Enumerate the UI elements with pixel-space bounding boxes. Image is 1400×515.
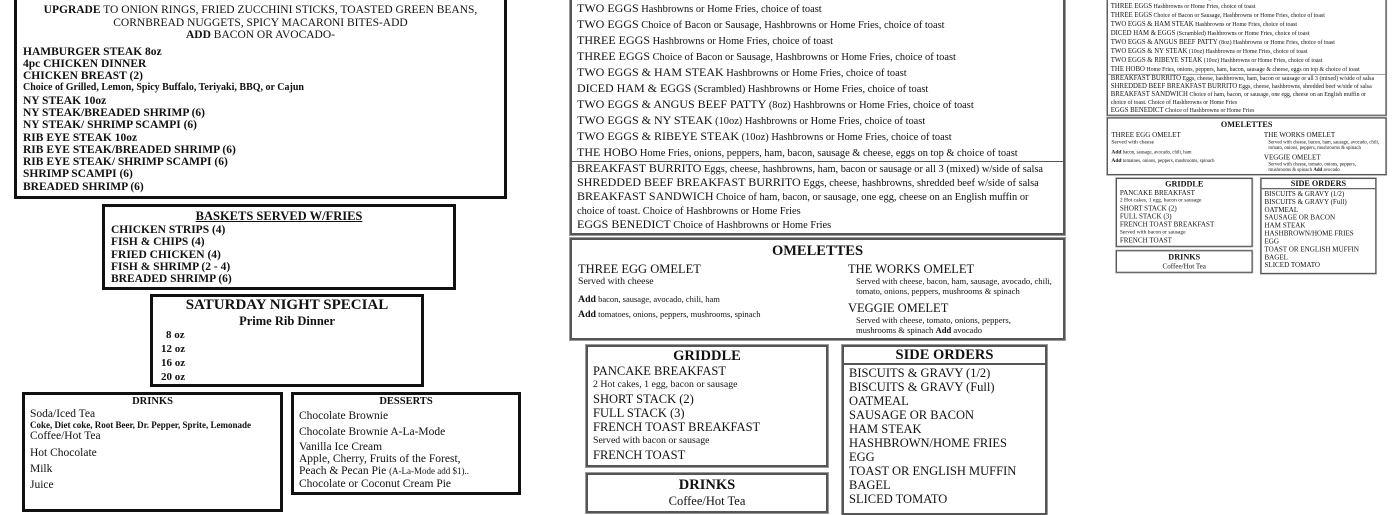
three-egg-add2: [578, 307, 828, 322]
menu-row: [1111, 106, 1383, 114]
side-item: SLICED TOMATO: [1264, 260, 1320, 269]
drinks-title: DRINKS: [1168, 252, 1201, 262]
menu-row: [577, 65, 1058, 81]
add-text: avocado: [1322, 166, 1340, 173]
drinks-title: DRINKS: [132, 396, 173, 407]
desserts-section: [291, 392, 521, 495]
omelettes-title: OMELETTES: [771, 243, 864, 259]
side-orders-section: [842, 345, 1047, 515]
breakfast-menu-page: [565, 0, 1070, 508]
drinks-title: DRINKS: [678, 477, 736, 493]
dinner-item: CHICKEN BREAST (2): [23, 70, 143, 83]
menu-row: [577, 17, 1058, 33]
dinner-item: NY STEAK/BREADED SHRIMP (6): [23, 106, 205, 119]
drink-item: Milk: [30, 462, 53, 475]
item-name: EGGS BENEDICT: [1110, 105, 1164, 114]
item-desc: Choice of Hashbrowns or Home Fries: [670, 220, 832, 231]
upgrade-line3: BACON OR AVOCADO-: [210, 29, 335, 41]
add-label: Add: [578, 294, 596, 305]
drinks-section-mid: [1116, 250, 1253, 273]
add-bold: ADD: [186, 29, 211, 41]
add-label: Add: [1313, 166, 1323, 173]
item-desc: Eggs, cheese, hashbrowns, ham, bacon or sausage or all 3 (mixed) w/side of salsa: [701, 164, 1044, 175]
item-name: DICED HAM & EGGS: [577, 81, 692, 95]
add-text: avocado: [951, 325, 983, 335]
side-item: BISCUITS & GRAVY (Full): [1264, 197, 1347, 206]
side-orders-title: SIDE ORDERS: [1262, 179, 1376, 189]
item-name: TWO EGGS: [577, 1, 639, 15]
item-name: SHREDDED BEEF BREAKFAST BURRITO: [577, 175, 801, 189]
prime-rib-size: 12 oz: [161, 343, 186, 355]
item-name: BREAKFAST SANDWICH: [577, 189, 714, 203]
three-egg-add2: [1111, 156, 1252, 164]
item-desc: Hashbrowns or Home Fries, choice of toast: [650, 36, 833, 47]
side-item: HAM STEAK: [1264, 221, 1306, 230]
menu-row: [1111, 65, 1383, 74]
veggie-desc-text: Served with cheese, tomato, onions, peppers, mushrooms & spinach: [856, 315, 1011, 335]
three-egg-omelet: THREE EGG OMELET: [578, 262, 701, 276]
basket-item: BREADED SHRIMP (6): [111, 273, 232, 286]
side-item: BAGEL: [849, 478, 891, 492]
menu-row: [1111, 90, 1383, 106]
item-desc: Choice of Bacon or Sausage, Hashbrowns or Home Fries, choice of toast: [638, 20, 945, 31]
works-omelet: THE WORKS OMELET: [848, 262, 975, 276]
three-egg-omelet: THREE EGG OMELET: [1111, 131, 1181, 139]
basket-item: FISH & SHRIMP (2 - 4): [111, 260, 231, 273]
upgrade-line2: CORNBREAD NUGGETS, SPICY MACARONI BITES-ADD: [113, 16, 408, 29]
three-egg-desc: Served with cheese: [578, 276, 654, 287]
dessert-item: [299, 465, 513, 477]
omelettes-title: OMELETTES: [1220, 120, 1273, 130]
side-item: EGG: [1264, 237, 1279, 246]
item-desc: (Scrambled) Hashbrowns or Home Fries, choice of toast: [691, 84, 929, 95]
item-desc: (10oz) Hashbrowns or Home Fries, choice of toast: [739, 132, 952, 143]
special-subtitle: Prime Rib Dinner: [239, 314, 335, 328]
item-name: EGGS BENEDICT: [577, 217, 671, 231]
item-desc: Choice of Bacon or Sausage, Hashbrowns or Home Fries, choice of toast: [650, 52, 956, 63]
drinks-section-mid: [586, 473, 828, 513]
griddle-item: FRENCH TOAST BREAKFAST: [593, 420, 761, 434]
item-desc: (10oz) Hashbrowns or Home Fries, choice of toast: [712, 116, 926, 127]
griddle-item: 2 Hot cakes, 1 egg, bacon or sausage: [593, 379, 738, 390]
item-name: TWO EGGS & RIBEYE STEAK: [577, 129, 739, 143]
item-desc: Choice of ham, bacon, or sausage, one egg, cheese on an English muffin or choice of toast. Choice of Hashbrowns or Home Fries: [577, 192, 1029, 217]
dessert-item: Chocolate Brownie A-La-Mode: [299, 425, 446, 438]
side-item: SLICED TOMATO: [849, 492, 948, 506]
side-orders-section: [1261, 178, 1377, 274]
side-item: OATMEAL: [1264, 205, 1299, 214]
item-name: BREAKFAST SANDWICH: [1110, 89, 1188, 98]
menu-row: [1111, 11, 1383, 20]
veggie-omelet: VEGGIE OMELET: [1263, 153, 1321, 161]
item-name: TWO EGGS & ANGUS BEEF PATTY: [1110, 37, 1218, 46]
dinner-item: NY STEAK 10oz: [23, 94, 107, 107]
baskets-title: BASKETS SERVED W/FRIES: [195, 209, 363, 223]
menu-row: [577, 33, 1058, 49]
griddle-item: PANCAKE BREAKFAST: [593, 364, 727, 378]
menu-row: [577, 113, 1058, 129]
item-name: SHREDDED BEEF BREAKFAST BURRITO: [1110, 81, 1238, 90]
menu-row: [577, 190, 1058, 218]
basket-item: CHICKEN STRIPS (4): [111, 224, 226, 236]
item-name: THE HOBO: [1110, 64, 1145, 73]
drink-item: Coffee/Hot Tea: [1162, 262, 1206, 271]
drink-item: Coke, Diet coke, Root Beer, Dr. Pepper, Sprite, Lemonade: [30, 420, 251, 431]
griddle-section: [1116, 178, 1253, 247]
menu-row: [1111, 20, 1383, 29]
item-desc: Home Fries, onions, peppers, ham, bacon, sausage & cheese, eggs on top & choice of toast: [1144, 66, 1360, 73]
item-name: TWO EGGS & HAM STEAK: [577, 65, 724, 79]
desserts-title: DESSERTS: [379, 396, 433, 407]
dinners-section: [14, 0, 507, 199]
item-desc: (Scrambled) Hashbrowns or Home Fries, choice of toast: [1175, 30, 1310, 37]
three-egg-add1: [1111, 148, 1252, 156]
item-desc: (10oz) Hashbrowns or Home Fries, choice of toast: [1202, 57, 1323, 64]
drink-item: Coffee/Hot Tea: [30, 430, 101, 443]
special-title: SATURDAY NIGHT SPECIAL: [185, 297, 389, 313]
item-desc: Choice of Bacon or Sausage, Hashbrowns or Home Fries, choice of toast: [1152, 12, 1325, 19]
dessert-text: Peach & Pecan Pie: [299, 465, 387, 478]
side-item: BAGEL: [1264, 253, 1289, 261]
menu-row: [1111, 2, 1383, 11]
dinner-item: RIB EYE STEAK/ SHRIMP SCAMPI (6): [23, 156, 228, 169]
griddle-item: Served with bacon or sausage: [593, 435, 710, 446]
menu-row: [577, 162, 1058, 176]
item-name: TWO EGGS & HAM STEAK: [1110, 19, 1194, 28]
menu-row: [577, 129, 1058, 145]
eggs-section: [570, 0, 1065, 235]
drink-item: Hot Chocolate: [30, 446, 97, 459]
dinner-item: SHRIMP SCAMPI (6): [23, 168, 133, 181]
add-text: tomatoes, onions, peppers, mushrooms, spinach: [595, 309, 761, 319]
side-item: HASHBROWN/HOME FRIES: [849, 436, 1008, 450]
menu-row: [1111, 47, 1383, 56]
menu-row: [577, 97, 1058, 113]
item-name: THREE EGGS: [577, 33, 650, 47]
item-desc: Eggs, cheese, hashbrowns, shredded beef w/side of salsa: [1237, 83, 1372, 90]
item-name: THREE EGGS: [577, 49, 650, 63]
drink-item: Soda/Iced Tea: [30, 408, 96, 421]
side-item: SAUSAGE OR BACON: [849, 408, 975, 422]
three-egg-desc: Served with cheese: [1111, 138, 1155, 146]
dinner-item: RIB EYE STEAK/BREADED SHRIMP (6): [23, 143, 236, 156]
dessert-item: Chocolate or Coconut Cream Pie: [299, 477, 452, 490]
menu-row: [577, 176, 1058, 190]
item-name: THE HOBO: [577, 145, 638, 159]
item-name: [1111, 0, 1146, 1]
griddle-item: PANCAKE BREAKFAST: [1119, 188, 1195, 197]
saturday-special-section: [150, 294, 424, 387]
item-name: TWO EGGS: [577, 17, 639, 31]
item-desc: (10oz) Hashbrowns or Home Fries, choice of toast: [1187, 48, 1308, 55]
veggie-desc: [1264, 161, 1385, 172]
drinks-section-left: [22, 392, 283, 512]
item-desc: Hashbrowns or Home Fries, choice of toast: [638, 4, 822, 15]
breakfast-menu-page: [1104, 0, 1389, 271]
griddle-title: GRIDDLE: [1165, 179, 1204, 189]
works-desc: Served with cheese, bacon, ham, sausage, avocado, chili, tomato, onions, peppers, mushrooms & spinach: [856, 276, 1052, 296]
item-desc: Home Fries, onions, peppers, ham, bacon, sausage & cheese, eggs on top & choice of toast: [637, 148, 1018, 159]
side-item: BISCUITS & GRAVY (1/2): [1264, 189, 1345, 198]
breakfast-menu-thumbnail: [1104, 0, 1394, 271]
griddle-item: SHORT STACK (2): [1119, 204, 1177, 213]
griddle-title: GRIDDLE: [673, 348, 741, 364]
side-item: HAM STEAK: [849, 422, 922, 436]
griddle-section: [586, 345, 828, 467]
item-name: TWO EGGS & ANGUS BEEF PATTY: [577, 97, 767, 111]
item-desc: (8oz) Hashbrowns or Home Fries, choice of toast: [766, 100, 974, 111]
item-name: THREE EGGS: [1110, 10, 1153, 19]
item-desc: Hashbrowns or Home Fries, choice of toast: [1152, 3, 1256, 10]
side-item: TOAST OR ENGLISH MUFFIN: [1264, 245, 1359, 254]
dinner-item: BREADED SHRIMP (6): [23, 180, 144, 193]
side-item: HASHBROWN/HOME FRIES: [1264, 229, 1354, 238]
menu-row: [577, 145, 1058, 161]
dinner-item: NY STEAK/ SHRIMP SCAMPI (6): [23, 119, 197, 132]
basket-item: FRIED CHICKEN (4): [111, 248, 221, 261]
upgrade-bold: UPGRADE: [43, 4, 101, 16]
basket-item: FISH & CHIPS (4): [111, 236, 205, 249]
drink-item: Juice: [30, 479, 54, 492]
item-desc: Hashbrowns or Home Fries, choice of toast: [1193, 21, 1298, 28]
side-item: TOAST OR ENGLISH MUFFIN: [849, 464, 1017, 478]
menu-row: [577, 218, 1058, 232]
omelettes-section: [570, 238, 1065, 340]
eggs-section: [1107, 0, 1387, 116]
item-name: TWO EGGS & NY STEAK: [577, 113, 713, 127]
item-name: BREAKFAST BURRITO: [577, 161, 702, 175]
add-text: bacon, sausage, avocado, chili, ham: [595, 294, 720, 304]
item-desc: Choice of Hashbrowns or Home Fries: [1163, 107, 1255, 114]
side-item: BISCUITS & GRAVY (Full): [849, 380, 995, 394]
menu-row: [577, 1, 1058, 17]
veggie-desc-text: Served with cheese, tomato, onions, peppers, mushrooms & spinach: [1268, 160, 1356, 173]
item-desc: [1146, 0, 1319, 1]
add-text: tomatoes, onions, peppers, mushrooms, spinach: [1121, 157, 1215, 164]
dessert-item: Vanilla Ice Cream: [299, 440, 383, 453]
side-item: SAUSAGE OR BACON: [1264, 213, 1336, 222]
dinner-item: HAMBURGER STEAK 8oz: [23, 45, 162, 58]
griddle-item: FRENCH TOAST: [1119, 236, 1172, 245]
item-name: DICED HAM & EGGS: [1110, 28, 1176, 37]
works-desc: Served with cheese, bacon, ham, sausage, avocado, chili, tomato, onions, peppers, mushrooms & spinach: [1268, 138, 1380, 151]
dessert-item: Apple, Cherry, Fruits of the Forest,: [299, 453, 461, 466]
dinner-item: RIB EYE STEAK 10oz: [23, 131, 138, 144]
item-desc: Hashbrowns or Home Fries, choice of toast: [723, 68, 907, 79]
veggie-omelet: VEGGIE OMELET: [848, 301, 949, 315]
griddle-item: 2 Hot cakes, 1 egg, bacon or sausage: [1119, 197, 1202, 204]
side-item: EGG: [849, 450, 875, 464]
griddle-item: FULL STACK (3): [593, 406, 685, 420]
prime-rib-size: 20 oz: [161, 371, 186, 383]
prime-rib-size: 16 oz: [161, 357, 186, 369]
griddle-item: FRENCH TOAST BREAKFAST: [1119, 220, 1215, 229]
menu-row: [1111, 38, 1383, 47]
item-desc: Eggs, cheese, hashbrowns, shredded beef w/side of salsa: [800, 178, 1039, 189]
item-desc: Choice of ham, bacon, or sausage, one egg, cheese on an English muffin or choice of toast. Choice of Hashbrowns or Home Fries: [1110, 91, 1366, 106]
baskets-section: [102, 204, 456, 290]
three-egg-add1: [578, 292, 828, 307]
item-name: BREAKFAST BURRITO: [1110, 73, 1182, 82]
prime-rib-size: 8 oz: [166, 329, 185, 341]
menu-row: [577, 49, 1058, 65]
dinner-item: 4pc CHICKEN DINNER: [23, 57, 147, 70]
veggie-desc: [848, 315, 1063, 335]
item-desc: Eggs, cheese, hashbrowns, ham, bacon or sausage or all 3 (mixed) w/side of salsa: [1181, 75, 1375, 82]
menu-row: [577, 81, 1058, 97]
item-name: THREE EGGS: [1110, 1, 1153, 10]
griddle-item: Served with bacon or sausage: [1119, 228, 1186, 235]
item-desc: (8oz) Hashbrowns or Home Fries, choice of toast: [1217, 39, 1335, 46]
add-label: Add: [578, 309, 596, 320]
upgrade-line1: TO ONION RINGS, FRIED ZUCCHINI STICKS, TOASTED GREEN BEANS,: [100, 4, 478, 16]
dessert-item: Chocolate Brownie: [299, 410, 389, 423]
item-name: TWO EGGS & NY STEAK: [1110, 46, 1188, 55]
omelettes-section: [1107, 117, 1387, 175]
add-label: Add: [1111, 157, 1122, 164]
griddle-item: FULL STACK (3): [1119, 212, 1172, 221]
dessert-note: (A-La-Mode add $1)..: [389, 466, 470, 477]
griddle-item: FRENCH TOAST: [593, 448, 686, 462]
add-label: Add: [935, 325, 952, 335]
menu-row: [1111, 56, 1383, 65]
item-name: TWO EGGS & RIBEYE STEAK: [1110, 55, 1203, 64]
side-item: OATMEAL: [849, 394, 909, 408]
griddle-item: SHORT STACK (2): [593, 392, 694, 406]
add-text: bacon, sausage, avocado, chili, ham: [1121, 149, 1192, 155]
side-item: BISCUITS & GRAVY (1/2): [849, 366, 991, 380]
side-orders-title: SIDE ORDERS: [844, 347, 1045, 365]
works-omelet: THE WORKS OMELET: [1263, 131, 1336, 139]
menu-row: [1111, 29, 1383, 38]
add-label: Add: [1111, 149, 1122, 156]
dinner-item: Choice of Grilled, Lemon, Spicy Buffalo, Teriyaki, BBQ, or Cajun: [23, 82, 304, 94]
upgrade-note: [23, 4, 498, 42]
drink-item: Coffee/Hot Tea: [668, 494, 746, 508]
